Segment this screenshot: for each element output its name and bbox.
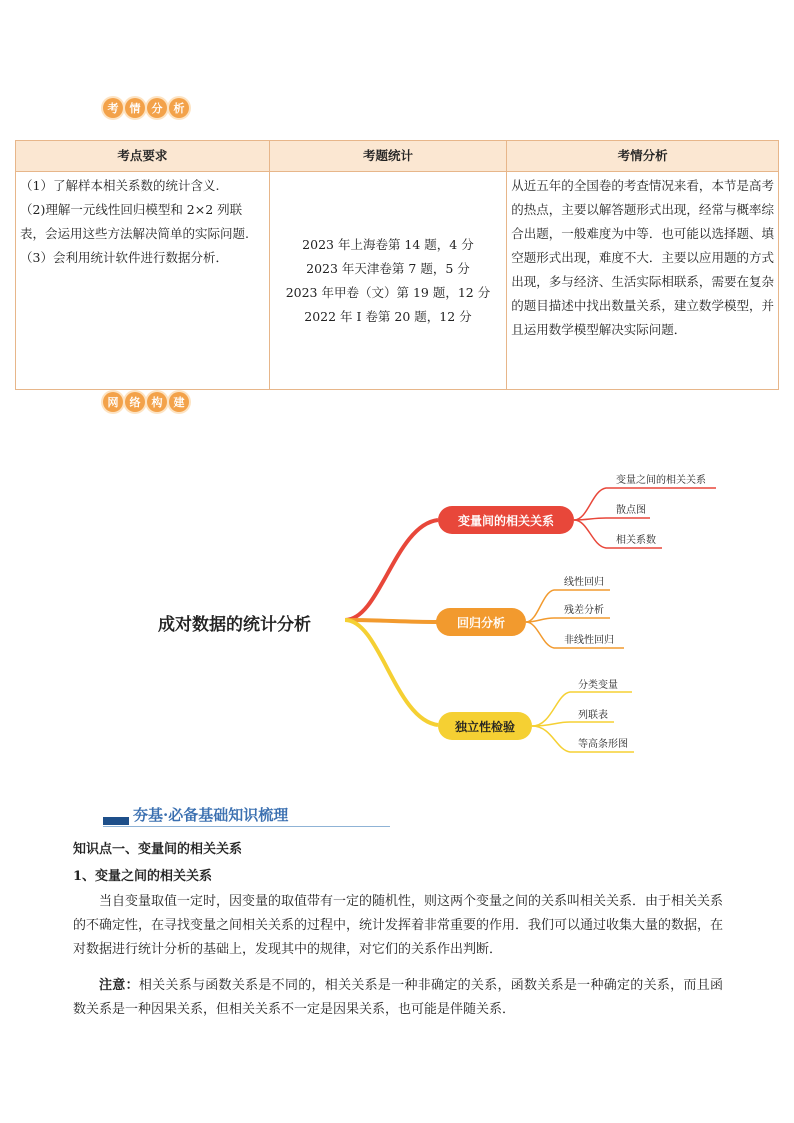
knowledge-point-title: 知识点一、变量间的相关关系: [73, 842, 243, 857]
badge-char: 情: [125, 98, 145, 118]
note-label: 注意：: [99, 978, 139, 993]
leaf-label: 散点图: [616, 505, 646, 516]
statistic-item: 2023 年天津卷第 7 题，5 分: [306, 260, 470, 276]
paragraph-correlation: [73, 890, 723, 962]
statistic-item: 2023 年甲卷（文）第 19 题，12 分: [285, 284, 491, 300]
requirement-item: （3）会利用统计软件进行数据分析．: [20, 250, 228, 265]
badge-char: 分: [147, 98, 167, 118]
branch-correlation: [438, 473, 716, 548]
section-header: [103, 804, 390, 827]
section-marker: [103, 817, 129, 825]
header-statistics: 考题统计: [269, 141, 507, 172]
section-title: 夯基·必备基础知识梳理: [133, 806, 289, 824]
badge-char: 建: [169, 392, 189, 412]
badge-char: 析: [169, 98, 189, 118]
statistic-item: 2023 年上海卷第 14 题，4 分: [302, 236, 474, 252]
analysis-cell: 从近五年的全国卷的考查情况来看，本节是高考的热点，主要以解答题形式出现，经常与概率综合出题，一般难度为中等．也可能以选择题、填空题形式出现，难度不大．主要以应用题的方式出现，多与经济、生活实际相联系，需要在复杂的题目描述中找出数量关系，建立数学模型，并且运用数学模型解决实际问题．: [507, 172, 779, 390]
leaf-line: [526, 618, 610, 622]
leaf-label: 分类变量: [578, 680, 618, 691]
leaf-line: [574, 518, 650, 520]
requirement-item: （2)理解一元线性回归模型和 2×2 列联表，会运用这些方法解决简单的实际问题.: [20, 202, 249, 241]
paragraph-text: 当自变量取值一定时，因变量的取值带有一定的随机性，则这两个变量之间的关系叫相关关系．由于相关关系的不确定性，在寻找变量之间相关关系的过程中，统计发挥着非常重要的作用．我们可以通过收集大量的数据，在对数据进行统计分析的基础上，发现其中的规律，对它们的关系作出判断．: [73, 894, 724, 957]
leaf-label: 非线性回归: [564, 635, 614, 646]
note-text: 相关关系与函数关系是不同的，相关关系是一种非确定的关系，函数关系是一种确定的关系，而且函数关系是一种因果关系，但相关关系不一定是因果关系，也可能是伴随关系．: [73, 978, 723, 1017]
branch-label: 回归分析: [456, 616, 506, 630]
branch-independence-test: [438, 678, 634, 752]
mindmap-root: 成对数据的统计分析: [158, 615, 311, 635]
leaf-label: 相关系数: [616, 535, 656, 546]
statistics-cell: [269, 172, 507, 390]
paragraph-note: [73, 974, 723, 1022]
branch-regression: [436, 575, 624, 648]
badge-exam-analysis: [103, 98, 189, 118]
badge-network-build: [103, 392, 189, 412]
leaf-label: 残差分析: [564, 605, 604, 616]
table-row: [16, 172, 779, 390]
knowledge-point-subtitle: 1、变量之间的相关关系: [73, 869, 213, 884]
branch-label: 独立性检验: [454, 720, 516, 734]
leaf-label: 等高条形图: [578, 739, 628, 750]
badge-char: 网: [103, 392, 123, 412]
badge-char: 络: [125, 392, 145, 412]
header-analysis: 考情分析: [507, 141, 779, 172]
leaf-label: 变量之间的相关关系: [616, 475, 706, 486]
badge-char: 构: [147, 392, 167, 412]
badge-char: 考: [103, 98, 123, 118]
leaf-label: 线性回归: [564, 577, 604, 588]
header-requirements: 考点要求: [16, 141, 270, 172]
mind-map: [0, 440, 794, 770]
leaf-line: [532, 722, 614, 726]
connector-line: [345, 520, 438, 620]
statistic-item: 2022 年 I 卷第 20 题，12 分: [304, 308, 472, 324]
table-header-row: [16, 141, 779, 172]
connector-line: [345, 620, 438, 725]
requirements-cell: [16, 172, 270, 390]
connector-line: [345, 620, 438, 622]
branch-label: 变量间的相关关系: [457, 514, 555, 528]
requirement-item: （1）了解样本相关系数的统计含义.: [20, 178, 220, 193]
exam-analysis-table: [15, 140, 779, 390]
leaf-label: 列联表: [578, 710, 608, 721]
